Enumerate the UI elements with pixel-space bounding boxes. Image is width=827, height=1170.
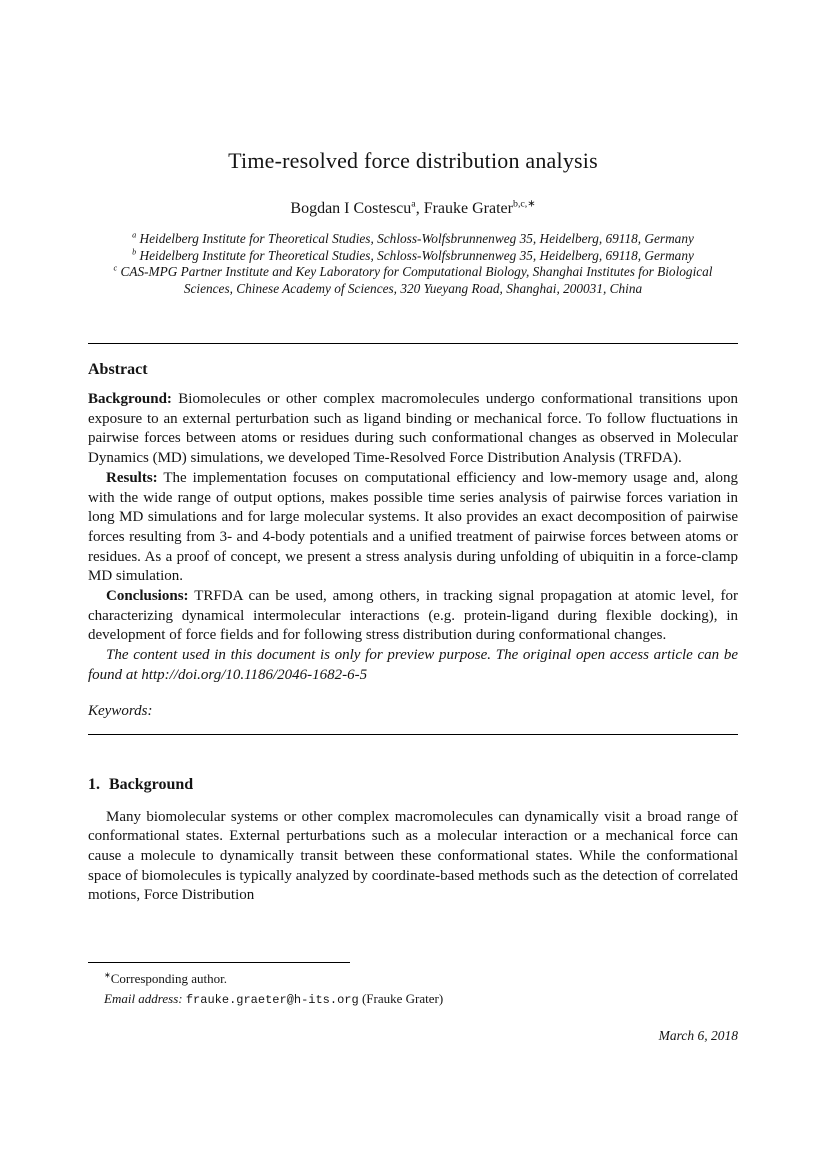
- email-line: [88, 989, 738, 1011]
- footnote-rule: [88, 962, 350, 963]
- paragraph-text: TRFDA can be used, among others, in tracking signal propagation at atomic level, for characterizing dynamical intermolecular interactions (e.g. protein-ligand during flexible docking), in development of force fields and for following stress distribution during conformational changes.: [88, 588, 738, 644]
- author-superscript-2: b,c,∗: [512, 198, 536, 210]
- abstract-top-rule: [88, 343, 738, 344]
- corresponding-author-note: [88, 969, 738, 989]
- author-name-1: Bogdan I Costescu: [290, 200, 412, 217]
- paragraph-text: Biomolecules or other complex macromolecules undergo conformational transitions upon exposure to an external perturbation such as ligand binding or mechanical force. To follow fluctuations in pairwise forces between atoms or residues during such conformational changes as observed in Molecular Dynamics (MD) simulations, we developed Time-Resolved Force Distribution Analysis (TRFDA).: [88, 391, 738, 467]
- paragraph-label: Background:: [88, 391, 172, 407]
- affiliation-text: Heidelberg Institute for Theoretical Studies, Schloss-Wolfsbrunnenweg 35, Heidelberg, 69118, Germany: [136, 247, 694, 263]
- preview-notice: The content used in this document is only for preview purpose. The original open access article can be found at http://doi.org/10.1186/2046-1682-6-5: [88, 647, 738, 683]
- abstract-paragraph-results: [88, 469, 738, 587]
- section-title: Background: [109, 775, 194, 793]
- paragraph-text: The implementation focuses on computational efficiency and low-memory usage and, along with the wide range of output options, makes possible time series analysis of pairwise forces variation in long MD simulations and for large molecular systems. It also provides an exact decomposition of pairwise forces resulting from 3- and 4-body potentials and a unified treatment of pairwise forces between atoms or residues. As a proof of concept, we present a stress analysis during unfolding of ubiquitin in a force-clamp MD simulation.: [88, 469, 738, 585]
- email-name: (Frauke Grater): [358, 990, 444, 1006]
- authors-line: [88, 200, 738, 218]
- content-column: [88, 0, 738, 906]
- paper-title: Time-resolved force distribution analysis: [228, 148, 598, 173]
- affiliation-text: CAS-MPG Partner Institute and Key Laboratory for Computational Biology, Shanghai Institutes for Biological Sciences, Chinese Academy of Sciences, 320 Yueyang Road, Shanghai, 200031, China: [117, 264, 713, 296]
- footnote-marker: ∗: [104, 970, 111, 980]
- affiliation-superscript: c: [113, 263, 118, 273]
- footnote-text: Corresponding author.: [110, 971, 228, 986]
- section-number: 1.: [88, 775, 100, 793]
- section-heading: [88, 776, 738, 794]
- abstract-heading: Abstract: [88, 361, 148, 378]
- abstract-paragraph-conclusions: [88, 587, 738, 646]
- author-superscript-1: a: [411, 198, 416, 210]
- affiliation-text: Heidelberg Institute for Theoretical Studies, Schloss-Wolfsbrunnenweg 35, Heidelberg, 69118, Germany: [136, 231, 694, 246]
- abstract-paragraph-background: [88, 390, 738, 469]
- author-name-2: Frauke Grater: [423, 200, 513, 217]
- affiliation-line: [88, 231, 738, 248]
- email-address: frauke.graeter@h-its.org: [185, 992, 359, 1007]
- author-separator: ,: [415, 200, 424, 217]
- body-paragraph: Many biomolecular systems or other complex macromolecules can dynamically visit a broad range of conformational states. External perturbations such as a molecular interaction or a mechanical force can cause a molecule to dynamically transit between these conformational states. While the conformational space of biomolecules is typically analyzed by coordinate-based methods such as the detection of correlated motions, Force Distribution: [88, 808, 738, 904]
- paragraph-label: Conclusions:: [106, 588, 189, 605]
- affiliation-line: [88, 248, 738, 265]
- date: March 6, 2018: [658, 1028, 738, 1043]
- affiliations-block: [88, 231, 738, 297]
- abstract-bottom-rule: [88, 734, 738, 735]
- affiliation-superscript: b: [132, 247, 137, 257]
- email-label: Email address:: [104, 990, 183, 1006]
- keywords-label: Keywords:: [88, 702, 153, 719]
- paragraph-label: Results:: [106, 469, 158, 486]
- affiliation-line: [88, 264, 738, 297]
- footnote-block: [88, 962, 738, 1010]
- affiliation-superscript: a: [132, 230, 137, 240]
